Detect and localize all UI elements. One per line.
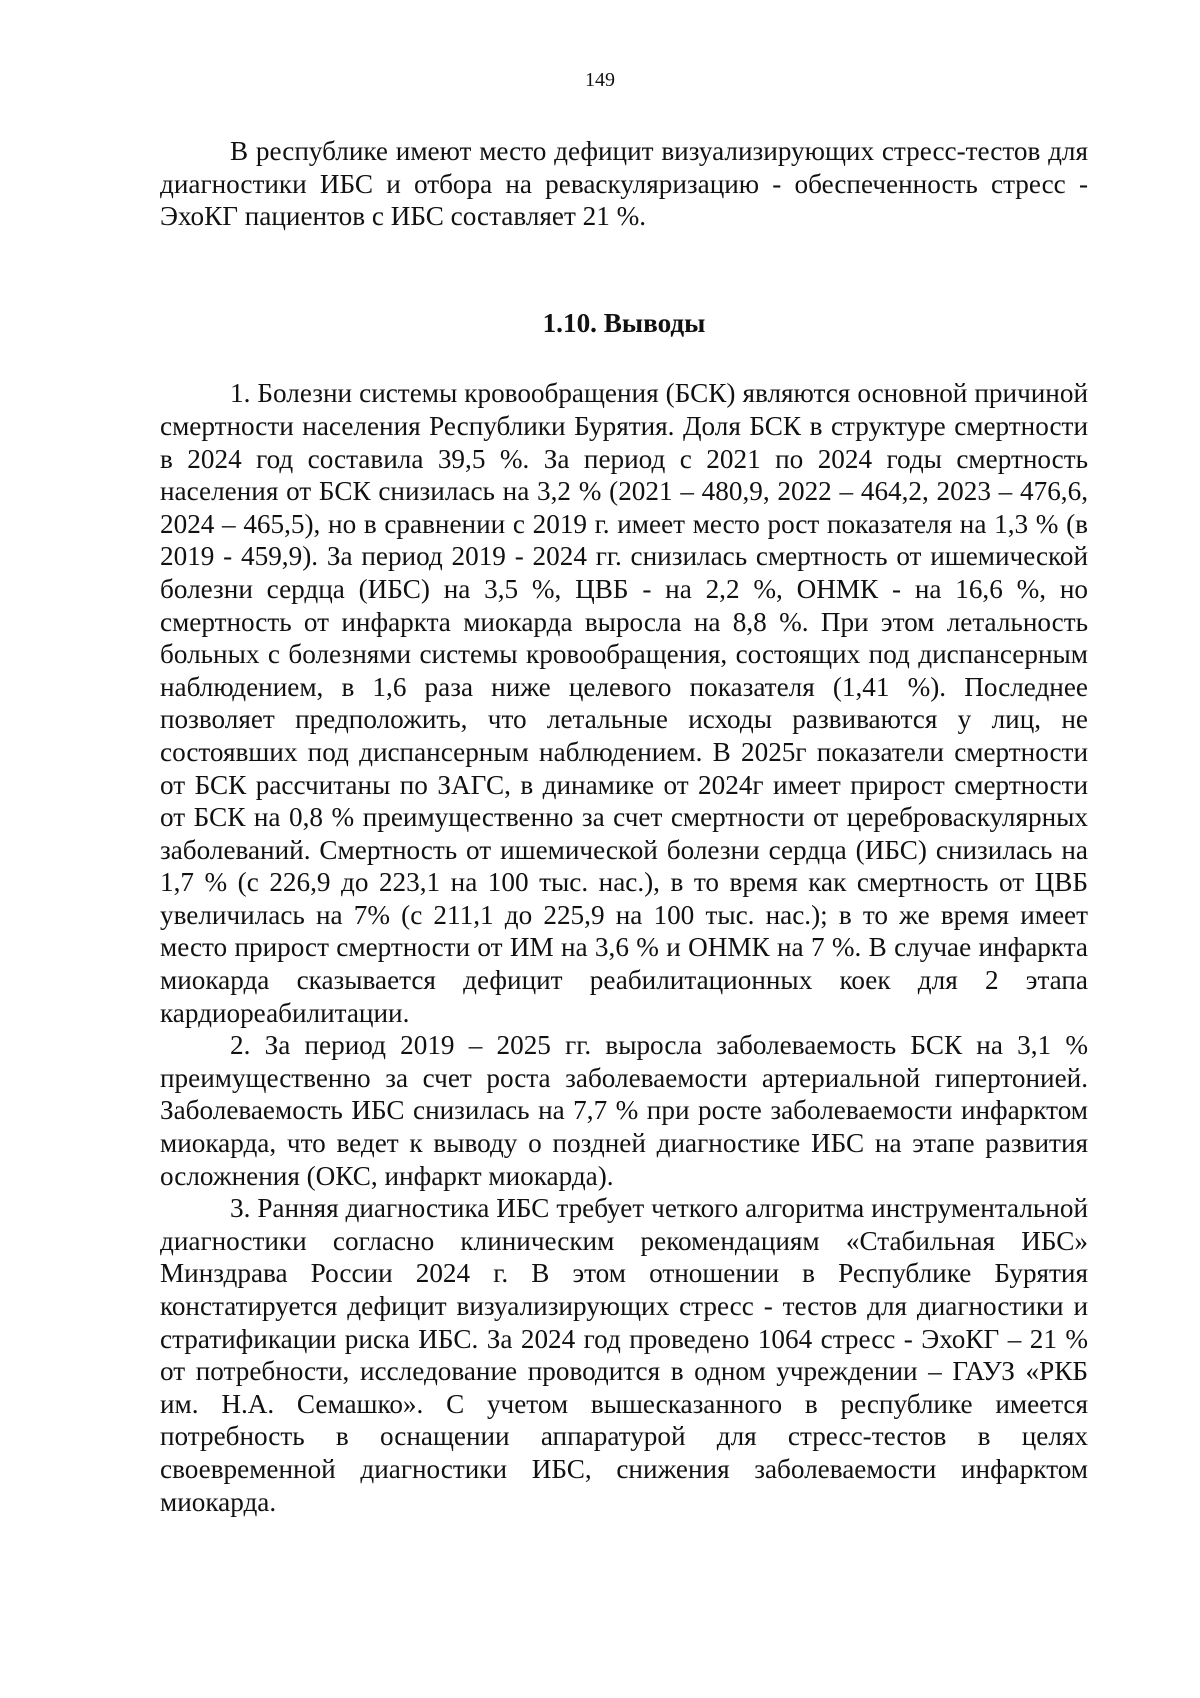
document-body (160, 135, 1088, 1518)
section-title: 1.10. Выводы (542, 307, 706, 338)
spacer (160, 233, 1088, 307)
intro-paragraph: В республике имеют место дефицит визуализирующих стресс-тестов для диагностики ИБС и отбора на реваскуляризацию - обеспеченность стресс - ЭхоКГ пациентов с ИБС составляет 21 %. (160, 136, 1088, 232)
conclusion-paragraph-1: 1. Болезни системы кровообращения (БСК) являются основной причиной смертности населения Республики Бурятия. Доля БСК в структуре смертности в 2024 год составила 39,5 %. За период с 2021 по 2024 годы смертность населения от БСК снизилась на 3,2 % (2021 – 480,9, 2022 – 464,2, 2023 – 476,6, 2024 – 465,5), но в сравнении с 2019 г. имеет место рост показателя на 1,3 % (в 2019 - 459,9). За период 2019 - 2024 гг. снизилась смертность от ишемической болезни сердца (ИБС) на 3,5 %, ЦВБ - на 2,2 %, ОНМК - на 16,6 %, но смертность от инфаркта миокарда выросла на 8,8 %. При этом летальность больных с болезнями системы кровообращения, состоящих под диспансерным наблюдением, в 1,6 раза ниже целевого показателя (1,41 %). Последнее позволяет предположить, что летальные исходы развиваются у лиц, не состоявших под диспансерным наблюдением. В 2025г показатели смертности от БСК рассчитаны по ЗАГС, в динамике от 2024г имеет прирост смертности от БСК на 0,8 % преимущественно за счет смертности от цереброваскулярных заболеваний. Смертность от ишемической болезни сердца (ИБС) снизилась на 1,7 % (с 226,9 до 223,1 на 100 тыс. нас.), в то время как смертность от ЦВБ увеличилась на 7% (с 211,1 до 225,9 на 100 тыс. нас.); в то же время имеет место прирост смертности от ИМ на 3,6 % и ОНМК на 7 %. В случае инфаркта миокарда сказывается дефицит реабилитационных коек для 2 этапа кардиореабилитации. (160, 378, 1088, 1028)
conclusion-paragraph-3: 3. Ранняя диагностика ИБС требует четкого алгоритма инструментальной диагностики согласно клиническим рекомендациям «Стабильная ИБС» Минздрава России 2024 г. В этом отношении в Республике Бурятия констатируется дефицит визуализирующих стресс - тестов для диагностики и стратификации риска ИБС. За 2024 год проведено 1064 стресс - ЭхоКГ – 21 % от потребности, исследование проводится в одном учреждении – ГАУЗ «РКБ им. Н.А. Семашко». С учетом вышесказанного в республике имеется потребность в оснащении аппаратурой для стресс-тестов в целях своевременной диагностики ИБС, снижения заболеваемости инфарктом миокарда. (160, 1193, 1088, 1517)
conclusion-paragraph-2: 2. За период 2019 – 2025 гг. выросла заболеваемость БСК на 3,1 % преимущественно за счет роста заболеваемости артериальной гипертонией. Заболеваемость ИБС снизилась на 7,7 % при росте заболеваемости инфарктом миокарда, что ведет к выводу о поздней диагностике ИБС на этапе развития осложнения (ОКС, инфаркт миокарда). (160, 1030, 1088, 1191)
spacer (160, 339, 1088, 377)
page-number: 149 (585, 69, 615, 91)
